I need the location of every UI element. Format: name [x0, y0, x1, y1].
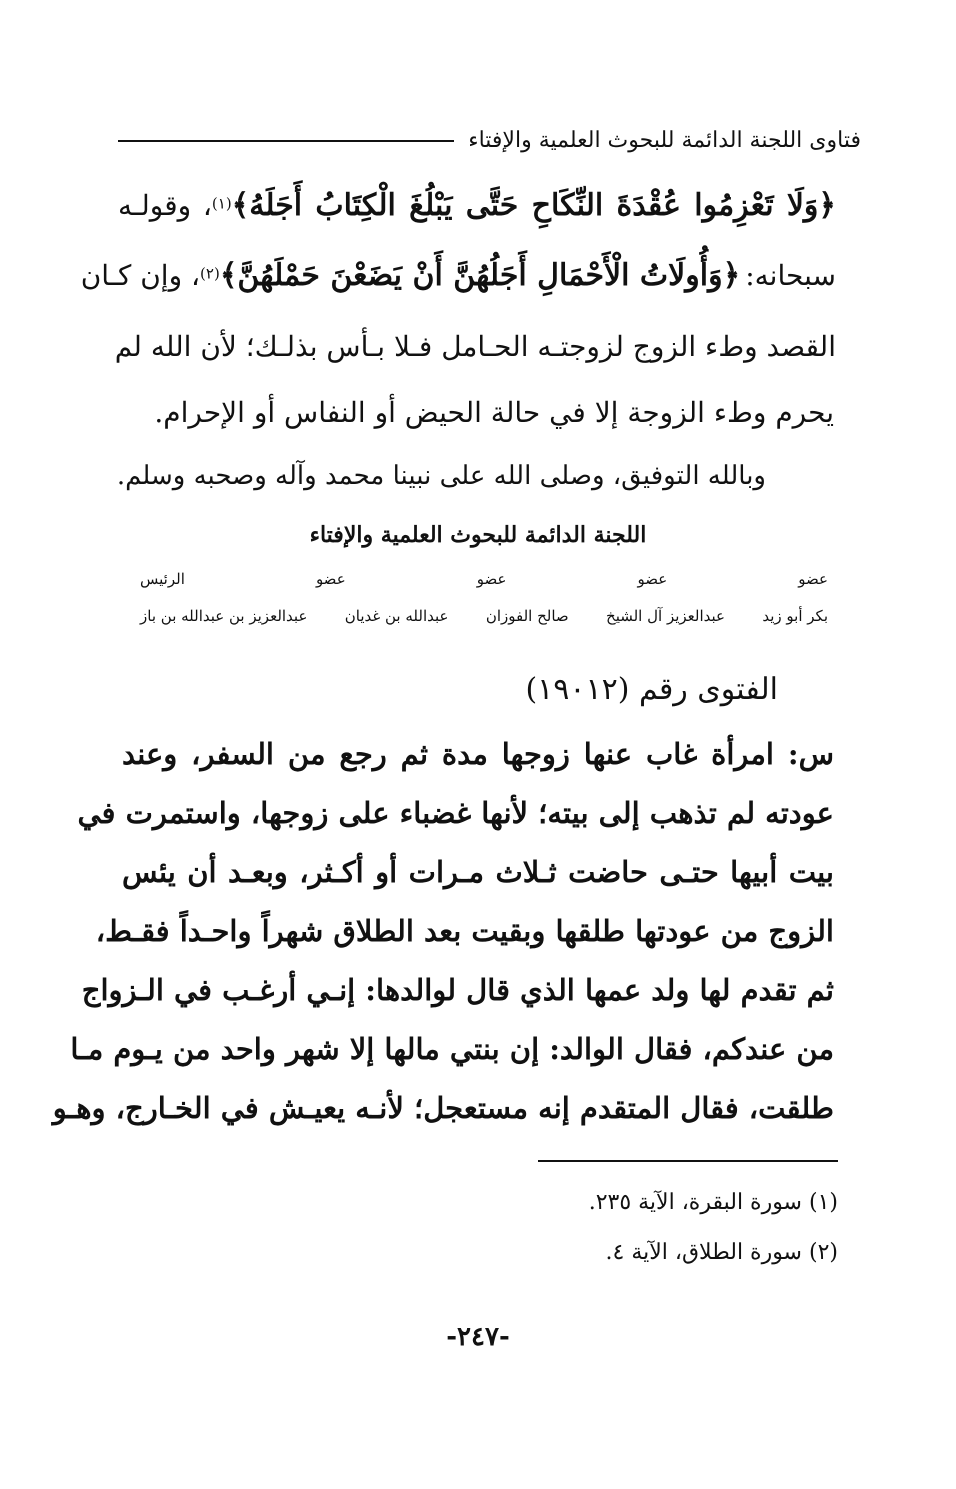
running-header: [118, 128, 861, 153]
verse-line-2: [80, 258, 836, 294]
fatwa-number: الفتوى رقم (١٩٠١٢): [525, 672, 778, 707]
question-line: ثم تقدم لها ولد عمها الذي قال لوالدها: إنـي أرغـب في الـزواج: [81, 973, 834, 1007]
footnote-ref-1: (١): [211, 194, 232, 213]
line-1-tail: ، وقولـه: [118, 189, 212, 222]
quran-verse-1: ﴿وَلَا تَعْزِمُوا عُقْدَةَ النِّكَاحِ حَتَّى يَبْلُغَ الْكِتَابُ أَجَلَهُ﴾: [231, 188, 837, 223]
text-line-3: القصد وطء الزوج لزوجتـه الحـامل فـلا بـأس بذلـك؛ لأن الله لم: [114, 330, 836, 363]
signature-roles: [140, 570, 828, 588]
verse-line-1: [118, 188, 836, 224]
member-name: صالح الفوزان: [485, 607, 569, 625]
footnote-2: (٢) سورة الطلاق، الآية ٤.: [605, 1240, 838, 1265]
text-line-4: يحرم وطء الزوجة إلا في حالة الحيض أو النفاس أو الإحرام.: [154, 396, 834, 429]
member-name: بكر أبو زيد: [762, 607, 828, 625]
quran-verse-2: ﴿وَأُولَاتُ الْأَحْمَالِ أَجَلُهُنَّ أَنْ يَضَعْنَ حَمْلَهُنَّ﴾: [219, 258, 741, 293]
closing-line: وبالله التوفيق، وصلى الله على نبينا محمد وآله وصحبه وسلم.: [116, 461, 766, 491]
member-name: عبدالعزيز آل الشيخ: [606, 607, 725, 625]
header-title: فتاوى اللجنة الدائمة للبحوث العلمية والإفتاء: [468, 128, 861, 153]
member-role: عضو: [476, 570, 507, 588]
footnote-1: (١) سورة البقرة، الآية ٢٣٥.: [588, 1190, 838, 1215]
question-line: س: امرأة غاب عنها زوجها مدة ثم رجع من السفر، وعند: [122, 737, 834, 771]
committee-title: اللجنة الدائمة للبحوث العلمية والإفتاء: [309, 522, 647, 548]
question-line: طلقت، فقال المتقدم إنه مستعجل؛ لأنـه يعيـش في الخـارج، وهـو: [52, 1091, 834, 1125]
line-2-start: سبحانه:: [745, 259, 836, 292]
signature-names: [140, 607, 828, 625]
member-name: عبدالله بن غديان: [344, 607, 449, 625]
line-2-tail: ، وإن كـان: [80, 259, 201, 292]
question-line: الزوج من عودتها طلقها وبقيت بعد الطلاق شهراً واحـداً فقـط،: [95, 914, 834, 948]
footnote-rule: [538, 1160, 838, 1162]
president-name: عبدالعزيز بن عبدالله بن باز: [140, 607, 308, 625]
member-role: عضو: [637, 570, 668, 588]
member-role: عضو: [798, 570, 828, 588]
question-line: عودته لم تذهب إلى بيته؛ لأنها غضباء على زوجها، واستمرت في: [77, 796, 834, 830]
president-role: الرئيس: [140, 570, 185, 588]
footnote-ref-2: (٢): [200, 264, 220, 283]
page-number: -٢٤٧-: [446, 1322, 510, 1352]
question-line: بيت أبيها حتـى حاضت ثـلاث مـرات أو أكـثر، وبعـد أن يئس: [122, 855, 834, 889]
header-rule: [118, 140, 454, 142]
question-line: من عندكم، فقال الوالد: إن بنتي مالها إلا شهر واحد من يـوم مـا: [70, 1032, 834, 1066]
member-role: عضو: [315, 570, 346, 588]
